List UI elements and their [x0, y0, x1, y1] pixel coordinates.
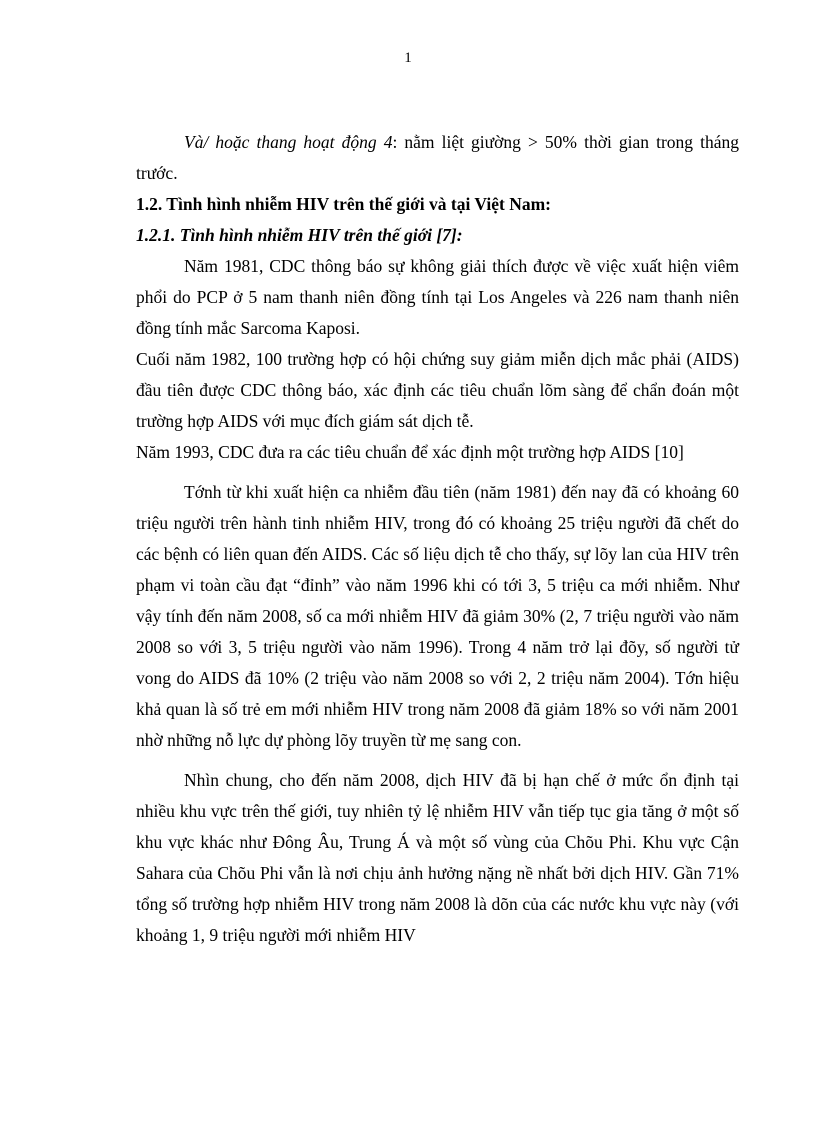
paragraph-1981: Năm 1981, CDC thông báo sự không giải thích được về việc xuất hiện viêm phổi do PCP ở 5 nam thanh niên đồng tính tại Los Angeles và 226 nam thanh niên đồng tính mắc Sarcoma Kaposi.: [136, 256, 739, 338]
intro-paragraph: [136, 127, 739, 189]
paragraph-1993: Năm 1993, CDC đưa ra các tiêu chuẩn để xác định một trường hợp AIDS [10]: [136, 442, 684, 462]
page-number: 1: [404, 50, 412, 66]
document-body: [136, 127, 739, 951]
subsection-heading: 1.2.1. Tình hình nhiễm HIV trên thế giới [7]:: [136, 225, 463, 245]
paragraph-global-statistics: Tớnh từ khi xuất hiện ca nhiễm đầu tiên (năm 1981) đến nay đã có khoảng 60 triệu người trên hành tinh nhiễm HIV, trong đó có khoảng 25 triệu người đã chết do các bệnh có liên quan đến AIDS. Các số liệu dịch tễ cho thấy, sự lõy lan của HIV trên phạm vi toàn cầu đạt “đỉnh” vào năm 1996 khi có tới 3, 5 triệu ca mới nhiễm. Như vậy tính đến năm 2008, số ca mới nhiễm HIV đã giảm 30% (2, 7 triệu người vào năm 2008 so với 3, 5 triệu người vào năm 1996). Trong 4 năm trở lại đõy, số người tử vong do AIDS đã 10% (2 triệu vào năm 2008 so với 2, 2 triệu năm 2004). Tớn hiệu khả quan là số trẻ em mới nhiễm HIV trong năm 2008 đã giảm 18% so với năm 2001 nhờ những nỗ lực dự phòng lõy truyền từ mẹ sang con.: [136, 482, 739, 750]
paragraph-1982: Cuối năm 1982, 100 trường hợp có hội chứng suy giảm miễn dịch mắc phải (AIDS) đầu tiên được CDC thông báo, xác định các tiêu chuẩn lõm sàng để chẩn đoán một trường hợp AIDS với mục đích giám sát dịch tễ.: [136, 349, 739, 431]
intro-lead-italic: Và/ hoặc thang hoạt động 4: [184, 132, 393, 152]
paragraph-regional-trends: Nhìn chung, cho đến năm 2008, dịch HIV đã bị hạn chế ở mức ổn định tại nhiều khu vực trên thế giới, tuy nhiên tỷ lệ nhiễm HIV vẫn tiếp tục gia tăng ở một số khu vực khác như Đông Âu, Trung Á và một số vùng của Chõu Phi. Khu vực Cận Sahara của Chõu Phi vẫn là nơi chịu ảnh hưởng nặng nề nhất bởi dịch HIV. Gần 71% tổng số trường hợp nhiễm HIV trong năm 2008 là dõn của các nước khu vực này (với khoảng 1, 9 triệu người mới nhiễm HIV: [136, 770, 739, 945]
intro-rest: : nằm liệt giường > 50% thời gian trong tháng trước.: [136, 132, 739, 183]
section-heading: 1.2. Tình hình nhiễm HIV trên thế giới và tại Việt Nam:: [136, 194, 551, 214]
